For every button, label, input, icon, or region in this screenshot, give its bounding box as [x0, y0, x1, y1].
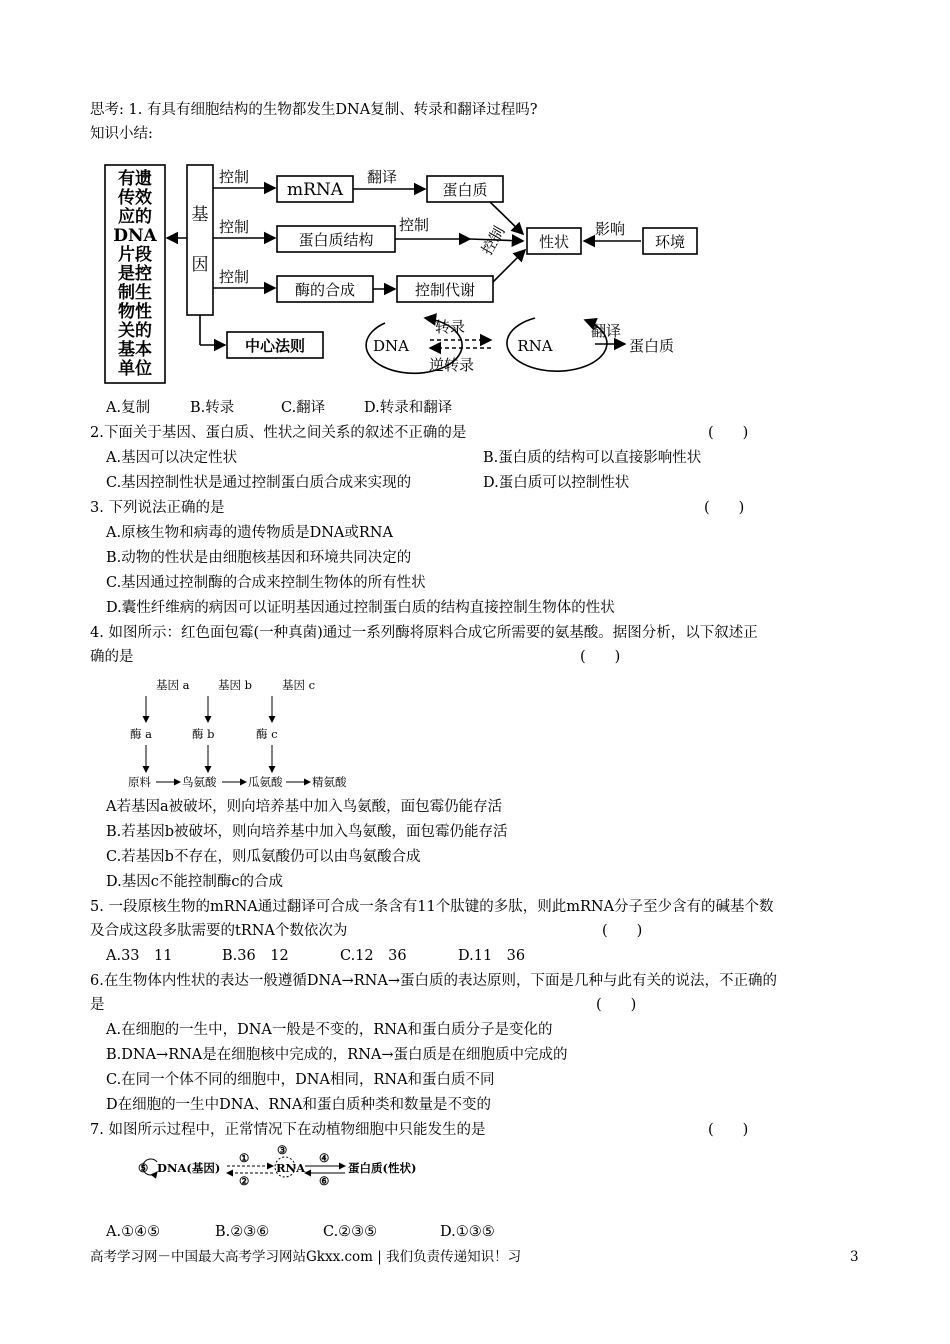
gene-def-char: 应的 [118, 207, 152, 227]
q6-option-a: A.在细胞的一生中，DNA一般是不变的，RNA和蛋白质分子是变化的 [106, 1022, 553, 1038]
step-3-label: ③ [277, 1143, 288, 1157]
q3-answer-paren: ( ) [704, 500, 745, 516]
q4-option-d: D.基因c不能控制酶c的合成 [106, 874, 283, 890]
q1-option-a: A.复制 [106, 400, 151, 416]
rna-label: RNA [276, 1161, 305, 1175]
rna-text: RNA [517, 337, 553, 355]
transcribe-label: 转录 [435, 318, 466, 336]
q3-option-b: B.动物的性状是由细胞核基因和环境共同决定的 [106, 550, 412, 566]
step-5-label: ⑤ [138, 1161, 149, 1175]
q2-option-d: D.蛋白质可以控制性状 [483, 475, 630, 491]
q7-option-a: A.①④⑤ [106, 1224, 161, 1240]
control-label: 控制 [219, 168, 250, 186]
gene-def-char: 是控 [118, 264, 152, 284]
metabolism-text: 控制代谢 [414, 281, 476, 299]
q3-stem: 3. 下列说法正确的是 [90, 500, 225, 516]
q3-option-d: D.囊性纤维病的病因可以证明基因通过控制蛋白质的结构直接控制生物体的性状 [106, 600, 615, 616]
q1-option-c: C.翻译 [281, 400, 326, 416]
translate-label: 翻译 [591, 322, 622, 340]
translate-label: 翻译 [367, 168, 398, 186]
q4-option-b: B.若基因b被破坏，则向培养基中加入鸟氨酸，面包霉仍能存活 [106, 824, 508, 840]
q2-answer-paren: ( ) [708, 425, 749, 441]
protein-trait-label: 蛋白质(性状) [348, 1161, 417, 1175]
q3-option-a: A.原核生物和病毒的遗传物质是DNA或RNA [106, 525, 393, 541]
gene-def-char: 基本 [118, 340, 152, 360]
q7-option-c: C.②③⑤ [323, 1224, 378, 1240]
step-6-label: ⑥ [319, 1174, 330, 1188]
q7-central-dogma-diagram [135, 1143, 417, 1192]
gene-def-char: 有遗 [118, 169, 152, 189]
q5-stem-line1: 5. 一段原核生物的mRNA通过翻译可合成一条含有11个肽键的多肽，则此mRNA分子至少含有的碱基个数 [90, 899, 774, 915]
dna-gene-label: DNA(基因) [157, 1161, 221, 1175]
enzyme-c-label: 酶 c [256, 727, 278, 741]
gene-def-char: 传效 [118, 188, 152, 208]
step-1-label: ① [239, 1151, 250, 1165]
protein-structure-text: 蛋白质结构 [298, 231, 374, 249]
enzyme-a-label: 酶 a [130, 727, 153, 741]
protein-text: 蛋白质 [442, 181, 488, 199]
q6-option-d: D在细胞的一生中DNA、RNA和蛋白质种类和数量是不变的 [106, 1097, 491, 1113]
enzyme-b-label: 酶 b [192, 727, 215, 741]
influence-label: 影响 [595, 220, 626, 238]
step-2-label: ② [239, 1174, 250, 1188]
ornithine-label: 鸟氨酸 [182, 775, 217, 789]
trait-text: 性状 [538, 233, 570, 251]
q5-option-d: D.11 36 [458, 948, 526, 964]
central-dogma-text: 中心法则 [244, 337, 306, 355]
control-label: 控制 [399, 216, 430, 234]
q7-option-d: D.①③⑤ [440, 1224, 495, 1240]
reverse-transcribe-label: 逆转录 [429, 356, 475, 374]
q4-stem-line2: 确的是 [90, 649, 134, 665]
q6-answer-paren: ( ) [596, 997, 637, 1013]
gene-def-char: 片段 [118, 245, 152, 265]
q7-option-b: B.②③⑥ [215, 1224, 270, 1240]
q5-answer-paren: ( ) [602, 923, 643, 939]
citrulline-label: 瓜氨酸 [248, 775, 283, 789]
gene-def-char: DNA [113, 226, 157, 246]
gene-b-label: 基因 b [218, 678, 253, 692]
q6-option-b: B.DNA→RNA是在细胞核中完成的，RNA→蛋白质是在细胞质中完成的 [106, 1047, 568, 1063]
q7-answer-paren: ( ) [708, 1122, 749, 1138]
think-question: 思考: 1. 有具有细胞结构的生物都发生DNA复制、转录和翻译过程吗? [90, 102, 538, 118]
q5-option-c: C.12 36 [340, 948, 407, 964]
enzyme-synthesis-text: 酶的合成 [294, 281, 356, 299]
q1-option-b: B.转录 [190, 400, 235, 416]
control-label: 控制 [219, 218, 250, 236]
footer-text: 高考学习网－中国最大高考学习网站Gkxx.com | 我们负责传递知识！习 [90, 1249, 522, 1265]
q4-answer-paren: ( ) [580, 649, 621, 665]
q1-option-d: D.转录和翻译 [364, 400, 453, 416]
mrna-text: mRNA [286, 180, 344, 200]
q2-option-b: B.蛋白质的结构可以直接影响性状 [483, 450, 702, 466]
raw-material-label: 原料 [128, 775, 151, 789]
gene-def-char: 物性 [118, 302, 152, 322]
q4-enzyme-pathway-diagram [120, 672, 370, 794]
gene-def-char: 单位 [118, 359, 152, 379]
gene-a-label: 基因 a [156, 678, 190, 692]
q5-stem-line2: 及合成这段多肽需要的tRNA个数依次为 [90, 923, 348, 939]
q5-option-b: B.36 12 [222, 948, 289, 964]
control-label: 控制 [219, 268, 250, 286]
arginine-label: 精氨酸 [312, 775, 347, 789]
gene-c-label: 基因 c [282, 678, 316, 692]
q2-option-a: A.基因可以决定性状 [106, 450, 238, 466]
dna-text: DNA [373, 337, 409, 355]
gene-box [187, 165, 213, 315]
control-vertical-label: 控制 [477, 223, 509, 258]
gene-char: 因 [191, 255, 209, 275]
q4-option-a: A若基因a被破坏，则向培养基中加入鸟氨酸，面包霉仍能存活 [106, 799, 503, 815]
gene-def-char: 关的 [118, 321, 152, 341]
q2-option-c: C.基因控制性状是通过控制蛋白质合成来实现的 [106, 475, 412, 491]
q2-stem: 2.下面关于基因、蛋白质、性状之间关系的叙述不正确的是 [90, 425, 467, 441]
q7-stem: 7. 如图所示过程中，正常情况下在动植物细胞中只能发生的是 [90, 1122, 486, 1138]
q6-stem-line1: 6.在生物体内性状的表达一般遵循DNA→RNA→蛋白质的表达原则，下面是几种与此有关的说法，不正确的 [90, 973, 777, 989]
summary-label: 知识小结: [90, 126, 153, 142]
page-number: 3 [850, 1249, 859, 1265]
protein-text: 蛋白质 [629, 337, 675, 355]
environment-text: 环境 [654, 233, 686, 251]
q3-option-c: C.基因通过控制酶的合成来控制生物体的所有性状 [106, 575, 426, 591]
q6-option-c: C.在同一个体不同的细胞中，DNA相同，RNA和蛋白质不同 [106, 1072, 495, 1088]
q5-option-a: A.33 11 [106, 948, 173, 964]
q4-option-c: C.若基因b不存在，则瓜氨酸仍可以由鸟氨酸合成 [106, 849, 421, 865]
gene-char: 基 [191, 205, 209, 225]
gene-def-char: 制生 [118, 283, 152, 303]
step-4-label: ④ [319, 1151, 330, 1165]
q4-stem-line1: 4. 如图所示：红色面包霉(一种真菌)通过一系列酶将原料合成它所需要的氨基酸。据图分析，以下叙述正 [90, 625, 758, 641]
concept-map-diagram [95, 158, 755, 390]
q6-stem-line2: 是 [90, 997, 105, 1013]
